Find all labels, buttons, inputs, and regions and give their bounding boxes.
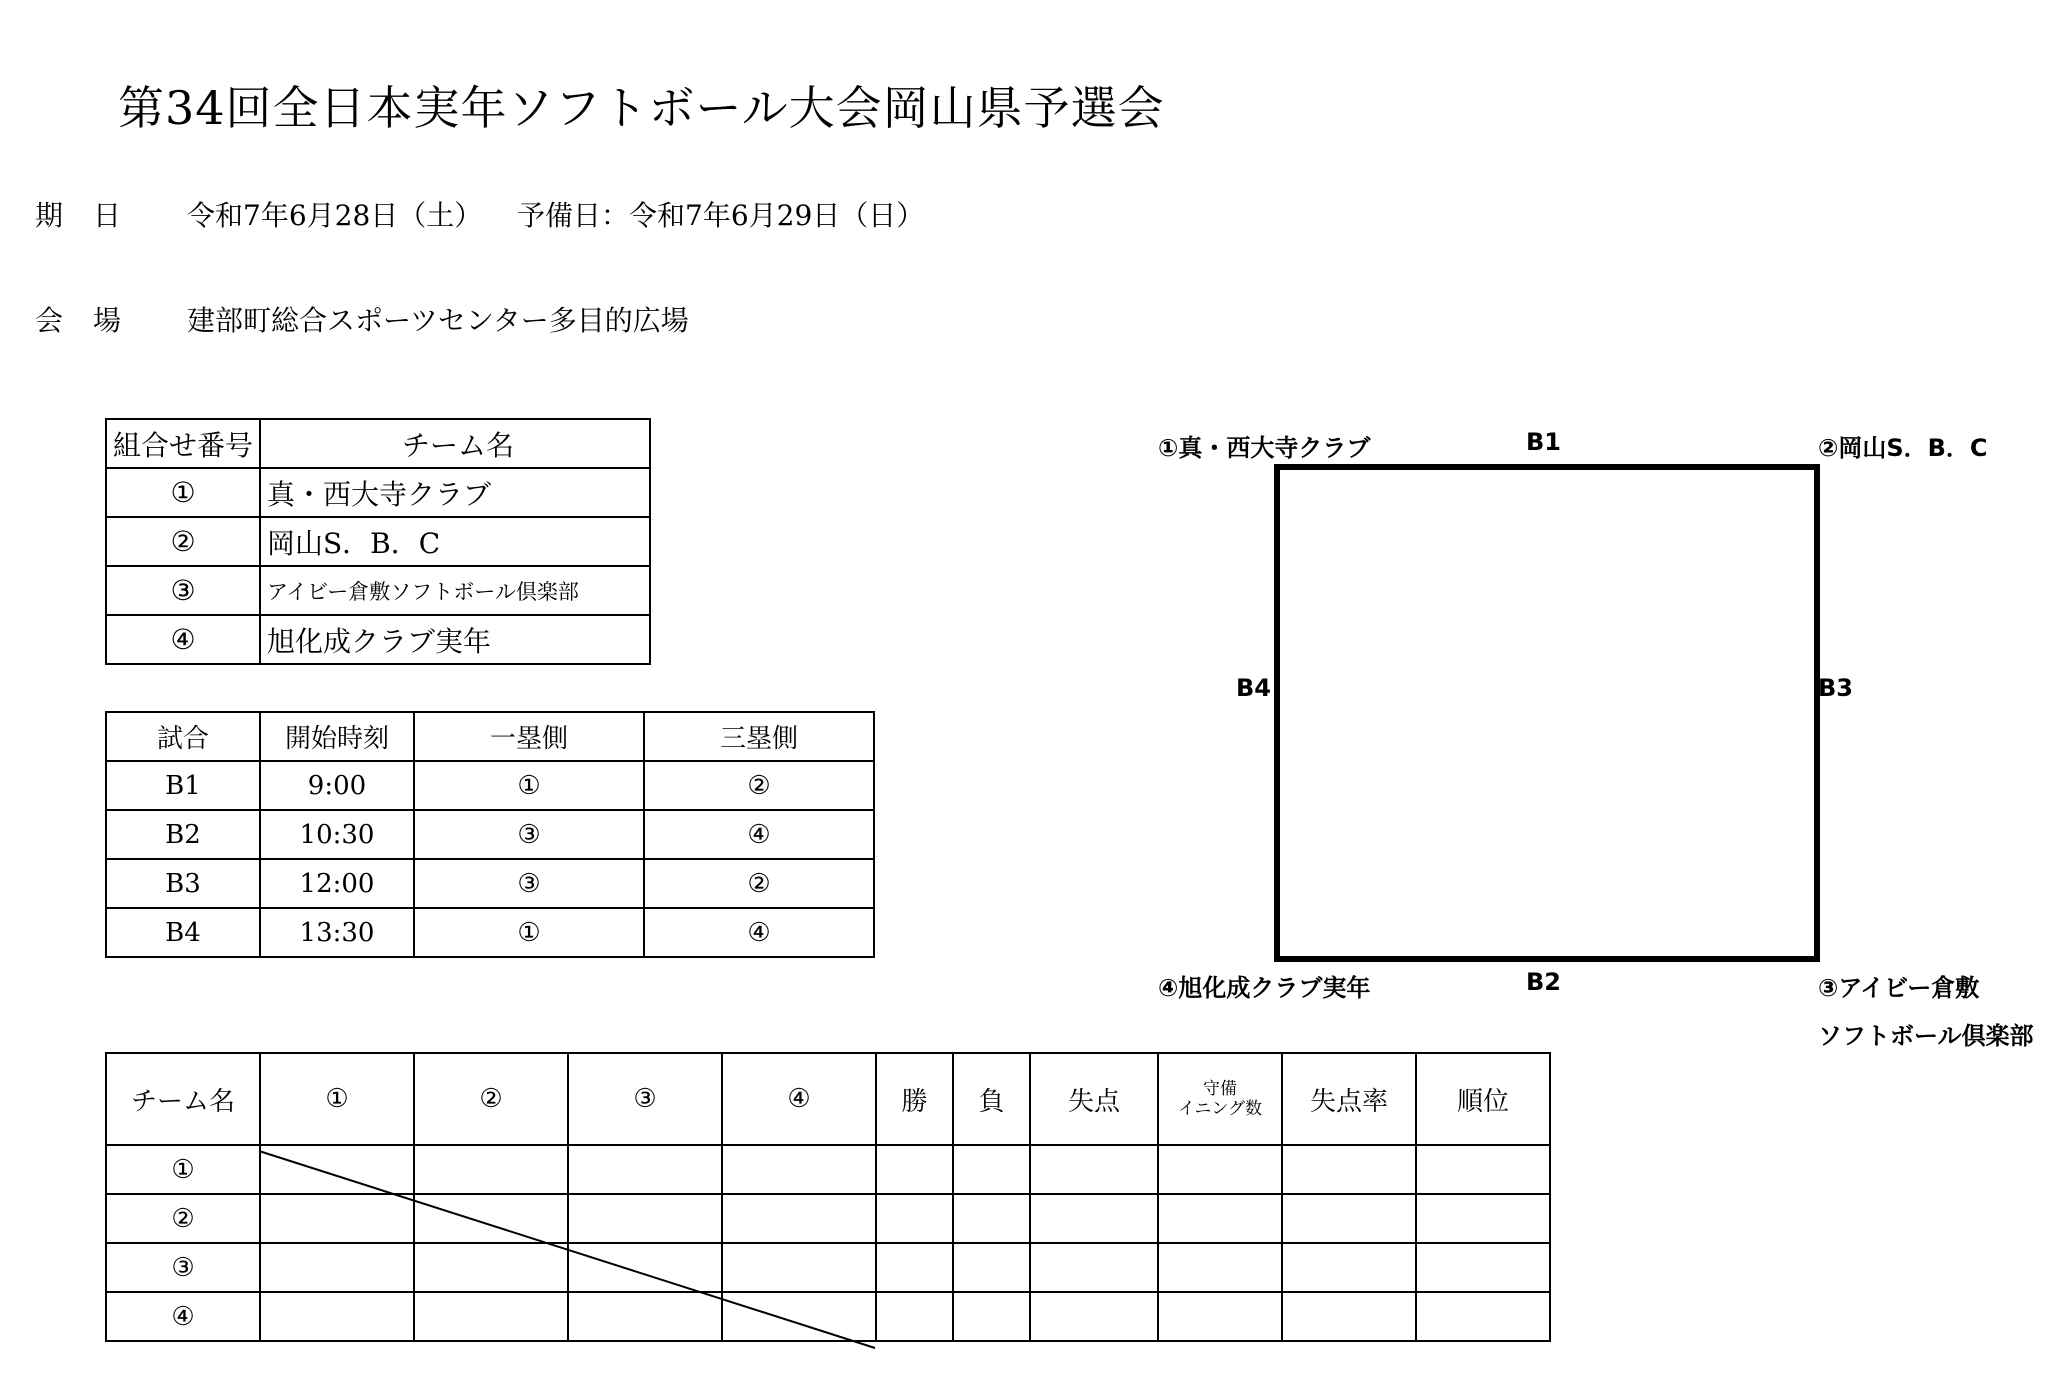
header-third-base-side: 三塁側 xyxy=(644,712,874,761)
stat-cell xyxy=(1282,1243,1416,1292)
date-value: 令和7年6月28日（土） xyxy=(187,199,483,232)
game-time: 9:00 xyxy=(260,761,414,810)
result-cell xyxy=(722,1243,876,1292)
header-defense-text: 守備 xyxy=(1203,1079,1237,1099)
third-base-team: ② xyxy=(644,859,874,908)
stat-cell xyxy=(876,1194,953,1243)
result-cell xyxy=(260,1243,414,1292)
stat-cell xyxy=(953,1194,1030,1243)
header-runs-allowed: 失点 xyxy=(1030,1053,1158,1145)
diagram-game-b2: B2 xyxy=(1526,968,1561,996)
game-time: 13:30 xyxy=(260,908,414,957)
stat-cell xyxy=(1158,1292,1282,1341)
venue-value: 建部町総合スポーツセンター多目的広場 xyxy=(187,304,689,337)
team-number: ④ xyxy=(106,615,260,664)
table-row xyxy=(106,1292,1550,1341)
stat-cell xyxy=(876,1145,953,1194)
header-vs-2: ② xyxy=(414,1053,568,1145)
table-row xyxy=(106,468,650,517)
header-vs-3: ③ xyxy=(568,1053,722,1145)
third-base-team: ④ xyxy=(644,908,874,957)
header-rank: 順位 xyxy=(1416,1053,1550,1145)
diagram-team-3-line2: ソフトボール倶楽部 xyxy=(1818,1022,2034,1050)
team-number: ① xyxy=(106,468,260,517)
stat-cell xyxy=(876,1292,953,1341)
teams-table xyxy=(105,418,651,665)
table-row xyxy=(106,1243,1550,1292)
stat-cell xyxy=(1030,1292,1158,1341)
first-base-team: ③ xyxy=(414,810,644,859)
stat-cell xyxy=(1158,1194,1282,1243)
row-team: ③ xyxy=(106,1243,260,1292)
row-team: ② xyxy=(106,1194,260,1243)
stat-cell xyxy=(953,1243,1030,1292)
result-cell xyxy=(568,1243,722,1292)
stat-cell xyxy=(876,1243,953,1292)
table-row xyxy=(106,517,650,566)
result-cell xyxy=(568,1194,722,1243)
table-row xyxy=(106,566,650,615)
header-wins: 勝 xyxy=(876,1053,953,1145)
result-cell xyxy=(414,1194,568,1243)
team-name: 旭化成クラブ実年 xyxy=(260,615,650,664)
result-cell xyxy=(414,1292,568,1341)
game-id: B3 xyxy=(106,859,260,908)
stat-cell xyxy=(1416,1292,1550,1341)
table-row xyxy=(106,1194,1550,1243)
header-team-name: チーム名 xyxy=(260,419,650,468)
first-base-team: ③ xyxy=(414,859,644,908)
header-vs-1: ① xyxy=(260,1053,414,1145)
bracket-square xyxy=(1274,464,1820,962)
date-label: 期日 xyxy=(35,199,152,232)
team-number: ③ xyxy=(106,566,260,615)
first-base-team: ① xyxy=(414,761,644,810)
diagram-game-b4: B4 xyxy=(1236,674,1271,702)
table-row xyxy=(106,908,874,957)
team-name: アイビー倉敷ソフトボール倶楽部 xyxy=(260,566,650,615)
stat-cell xyxy=(953,1145,1030,1194)
header-vs-4: ④ xyxy=(722,1053,876,1145)
diagram-game-b3: B3 xyxy=(1818,674,1853,702)
game-id: B4 xyxy=(106,908,260,957)
diagram-team-1: ①真・西大寺クラブ xyxy=(1158,434,1371,462)
first-base-team: ① xyxy=(414,908,644,957)
result-cell xyxy=(260,1292,414,1341)
game-time: 10:30 xyxy=(260,810,414,859)
result-cell xyxy=(722,1292,876,1341)
team-name: 真・西大寺クラブ xyxy=(260,468,650,517)
table-row xyxy=(106,761,874,810)
stat-cell xyxy=(1282,1145,1416,1194)
table-row xyxy=(106,859,874,908)
table-row xyxy=(106,810,874,859)
result-cell xyxy=(568,1292,722,1341)
league-table xyxy=(105,1052,1551,1342)
result-cell xyxy=(722,1194,876,1243)
reserve-date: 予備日：令和7年6月29日（日） xyxy=(517,199,925,232)
stat-cell xyxy=(1030,1243,1158,1292)
diagram-team-2: ②岡山S．B．C xyxy=(1818,434,1988,462)
row-team: ① xyxy=(106,1145,260,1194)
stat-cell xyxy=(1158,1243,1282,1292)
stat-cell xyxy=(1030,1194,1158,1243)
stat-cell xyxy=(1158,1145,1282,1194)
header-team-name: チーム名 xyxy=(106,1053,260,1145)
game-id: B2 xyxy=(106,810,260,859)
result-cell xyxy=(260,1194,414,1243)
header-combo-number: 組合せ番号 xyxy=(106,419,260,468)
page-title: 第34回全日本実年ソフトボール大会岡山県予選会 xyxy=(118,81,1165,135)
team-number: ② xyxy=(106,517,260,566)
stat-cell xyxy=(1282,1194,1416,1243)
third-base-team: ④ xyxy=(644,810,874,859)
result-cell xyxy=(414,1145,568,1194)
venue-label: 会場 xyxy=(35,304,152,337)
stat-cell xyxy=(1282,1292,1416,1341)
header-losses: 負 xyxy=(953,1053,1030,1145)
header-first-base-side: 一塁側 xyxy=(414,712,644,761)
header-runs-allowed-rate: 失点率 xyxy=(1282,1053,1416,1145)
header-game: 試合 xyxy=(106,712,260,761)
header-defensive-innings xyxy=(1158,1053,1282,1145)
row-team: ④ xyxy=(106,1292,260,1341)
games-table xyxy=(105,711,875,958)
result-cell xyxy=(414,1243,568,1292)
stat-cell xyxy=(1416,1243,1550,1292)
diagram-team-4: ④旭化成クラブ実年 xyxy=(1158,974,1371,1002)
stat-cell xyxy=(953,1292,1030,1341)
third-base-team: ② xyxy=(644,761,874,810)
stat-cell xyxy=(1030,1145,1158,1194)
diagram-team-3: ③アイビー倉敷 xyxy=(1818,974,1980,1002)
table-row xyxy=(106,1145,1550,1194)
header-innings-text: イニング数 xyxy=(1178,1099,1262,1119)
result-cell xyxy=(722,1145,876,1194)
game-id: B1 xyxy=(106,761,260,810)
team-name: 岡山S．B．C xyxy=(260,517,650,566)
stat-cell xyxy=(1416,1194,1550,1243)
stat-cell xyxy=(1416,1145,1550,1194)
diagram-game-b1: B1 xyxy=(1526,428,1561,456)
result-cell xyxy=(260,1145,414,1194)
header-start-time: 開始時刻 xyxy=(260,712,414,761)
table-row xyxy=(106,615,650,664)
result-cell xyxy=(568,1145,722,1194)
game-time: 12:00 xyxy=(260,859,414,908)
